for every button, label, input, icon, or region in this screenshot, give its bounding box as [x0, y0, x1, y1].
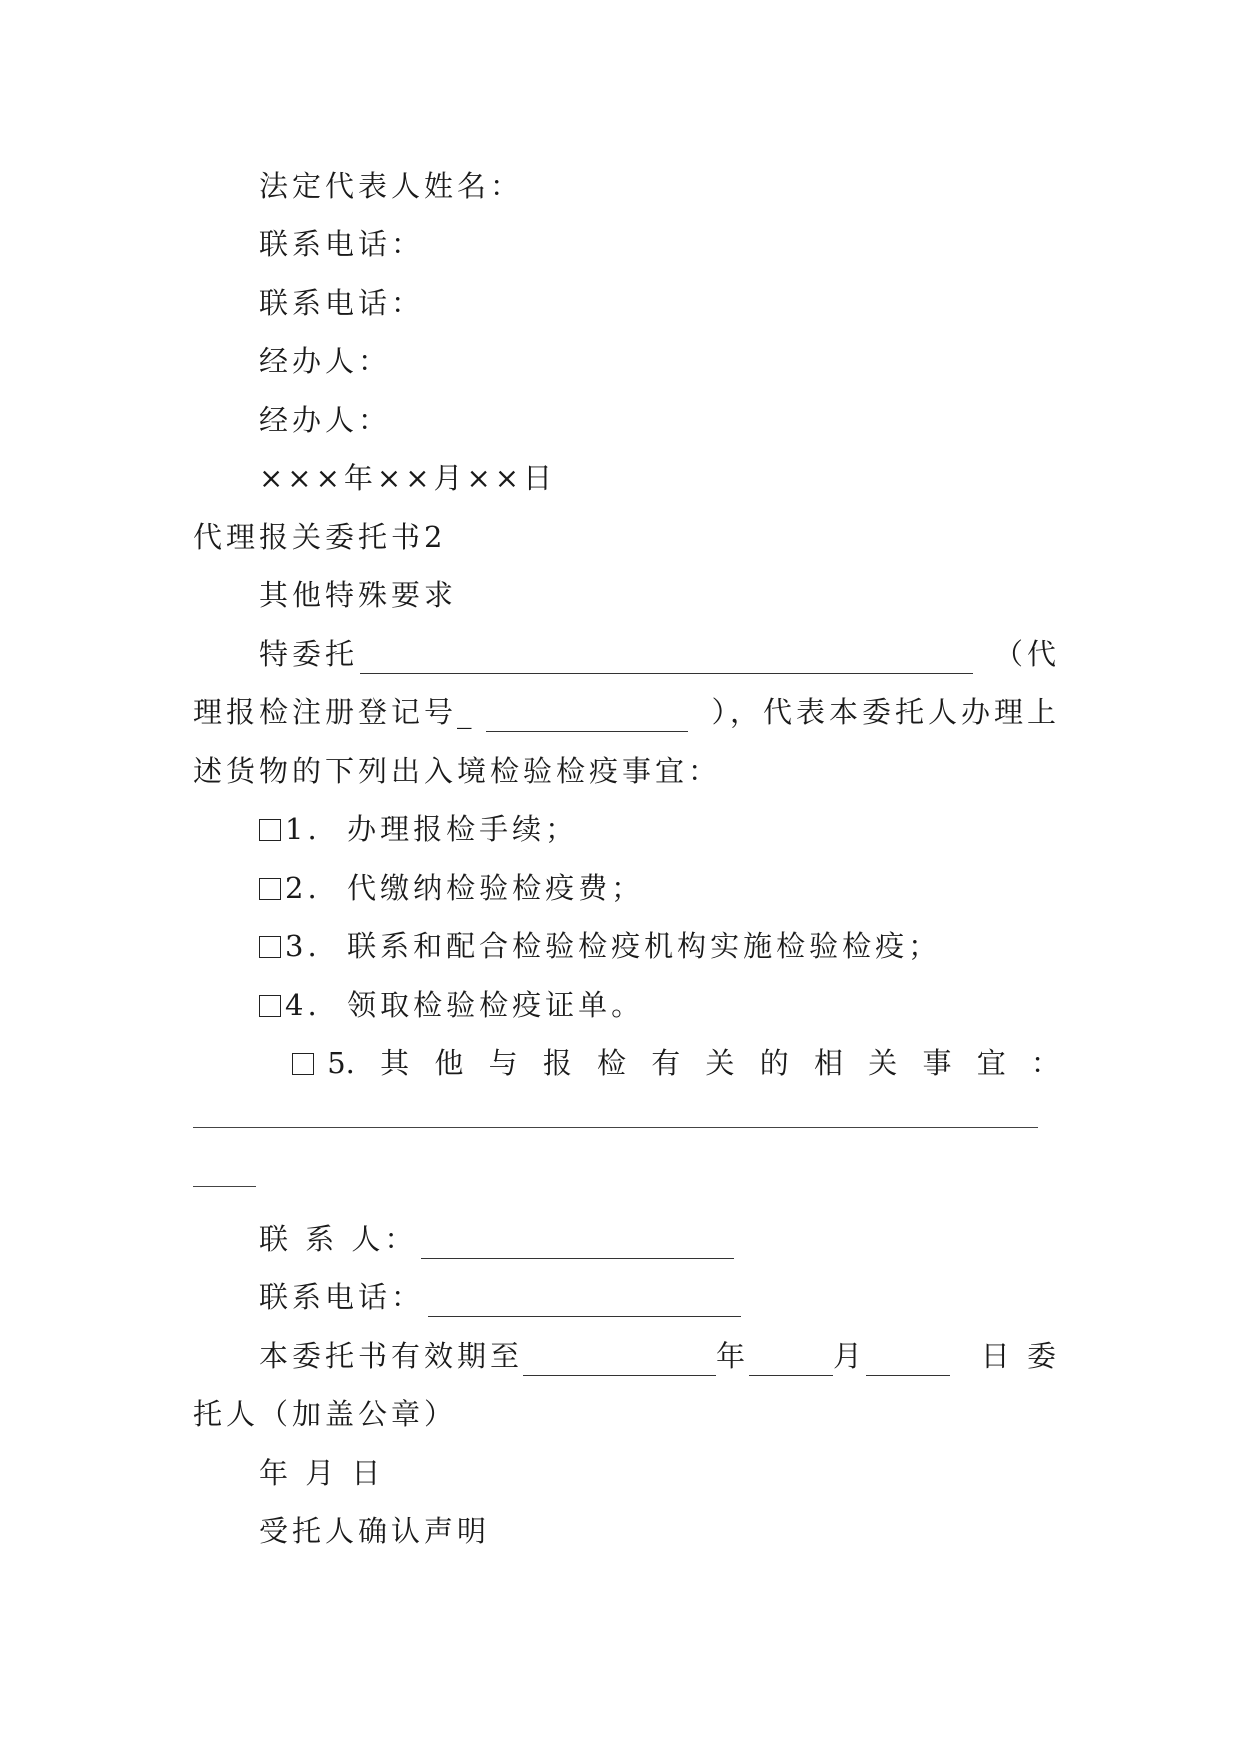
contact-person-blank[interactable] [421, 1230, 734, 1259]
year-char: 年 [716, 1339, 750, 1373]
checkbox-icon[interactable] [259, 878, 281, 900]
item5-char: 他 [434, 1046, 464, 1080]
checkbox-icon[interactable] [259, 936, 281, 958]
item5-char: 有 [651, 1046, 681, 1080]
date-placeholder: ×××年××月××日 [259, 461, 557, 495]
item5-char: 其 [380, 1046, 410, 1080]
phone-label-2: 联系电话： [259, 286, 425, 320]
item5-char: 相 [813, 1046, 843, 1080]
day-char: 日 委 [980, 1339, 1060, 1373]
validity-month-blank[interactable] [749, 1347, 833, 1376]
list-item-5 [292, 1043, 1060, 1083]
list-item [259, 926, 941, 966]
item-number: 2. [285, 871, 321, 905]
agent-name-blank[interactable] [360, 645, 973, 674]
item-text: 代缴纳检验检疫费； [347, 871, 645, 905]
item5-char: 的 [759, 1046, 789, 1080]
trustee-confirmation-heading: 受托人确认声明 [259, 1514, 491, 1548]
item5-char: 与 [488, 1046, 518, 1080]
validity-day-blank[interactable] [866, 1347, 950, 1376]
item-number: 4. [285, 988, 321, 1022]
checkbox-icon[interactable] [259, 995, 281, 1017]
section-heading: 代理报关委托书2 [193, 520, 447, 554]
registration-number-blank[interactable] [486, 703, 688, 732]
validity-line [259, 1336, 1060, 1376]
item5-char: 报 [542, 1046, 572, 1080]
list-item [259, 868, 644, 908]
handler-label-1: 经办人： [259, 344, 392, 378]
entrust-suffix: （代 [993, 637, 1060, 671]
month-char: 月 [833, 1339, 867, 1373]
contact-person-line [259, 1219, 734, 1259]
item5-lead [292, 1043, 355, 1083]
registration-prefix: 理报检注册登记号_ [193, 695, 476, 729]
item5-char: 关 [705, 1046, 735, 1080]
item5-char: 检 [597, 1046, 627, 1080]
item5-char: 事 [922, 1046, 952, 1080]
registration-line [193, 692, 1060, 732]
list-item [259, 985, 644, 1025]
entrust-line [259, 634, 1060, 674]
checkbox-icon[interactable] [259, 819, 281, 841]
contact-phone-label: 联系电话： [259, 1280, 425, 1314]
goods-line: 述货物的下列出入境检验检疫事宜： [193, 754, 722, 788]
item5-char: 宜 [976, 1046, 1006, 1080]
registration-suffix: ），代表本委托人办理上 [711, 695, 1060, 729]
phone-label-1: 联系电话： [259, 227, 425, 261]
validity-year-blank[interactable] [523, 1347, 716, 1376]
legal-rep-label: 法定代表人姓名： [259, 169, 524, 203]
item-text: 联系和配合检验检疫机构实施检验检疫； [347, 929, 942, 963]
item-number: 1. [285, 812, 321, 846]
contact-phone-blank[interactable] [428, 1288, 741, 1317]
item5-char: 关 [868, 1046, 898, 1080]
special-requirements: 其他特殊要求 [259, 578, 458, 612]
list-item [259, 809, 578, 849]
contact-phone-line [259, 1277, 741, 1317]
seal-line: 托人（加盖公章） [193, 1397, 458, 1431]
other-matters-blank-line-1[interactable] [193, 1127, 1038, 1128]
other-matters-blank-line-2[interactable] [193, 1186, 256, 1187]
item-text: 领取检验检疫证单。 [347, 988, 645, 1022]
contact-person-label: 联 系 人： [259, 1222, 418, 1256]
signature-date: 年 月 日 [259, 1456, 385, 1490]
item-number: 3. [285, 929, 321, 963]
item-number: 5. [327, 1046, 355, 1080]
entrust-prefix: 特委托 [259, 637, 359, 671]
handler-label-2: 经办人： [259, 403, 392, 437]
checkbox-icon[interactable] [292, 1053, 314, 1075]
validity-prefix: 本委托书有效期至 [259, 1339, 524, 1373]
item5-char: ： [1030, 1046, 1060, 1080]
item-text: 办理报检手续； [347, 812, 579, 846]
